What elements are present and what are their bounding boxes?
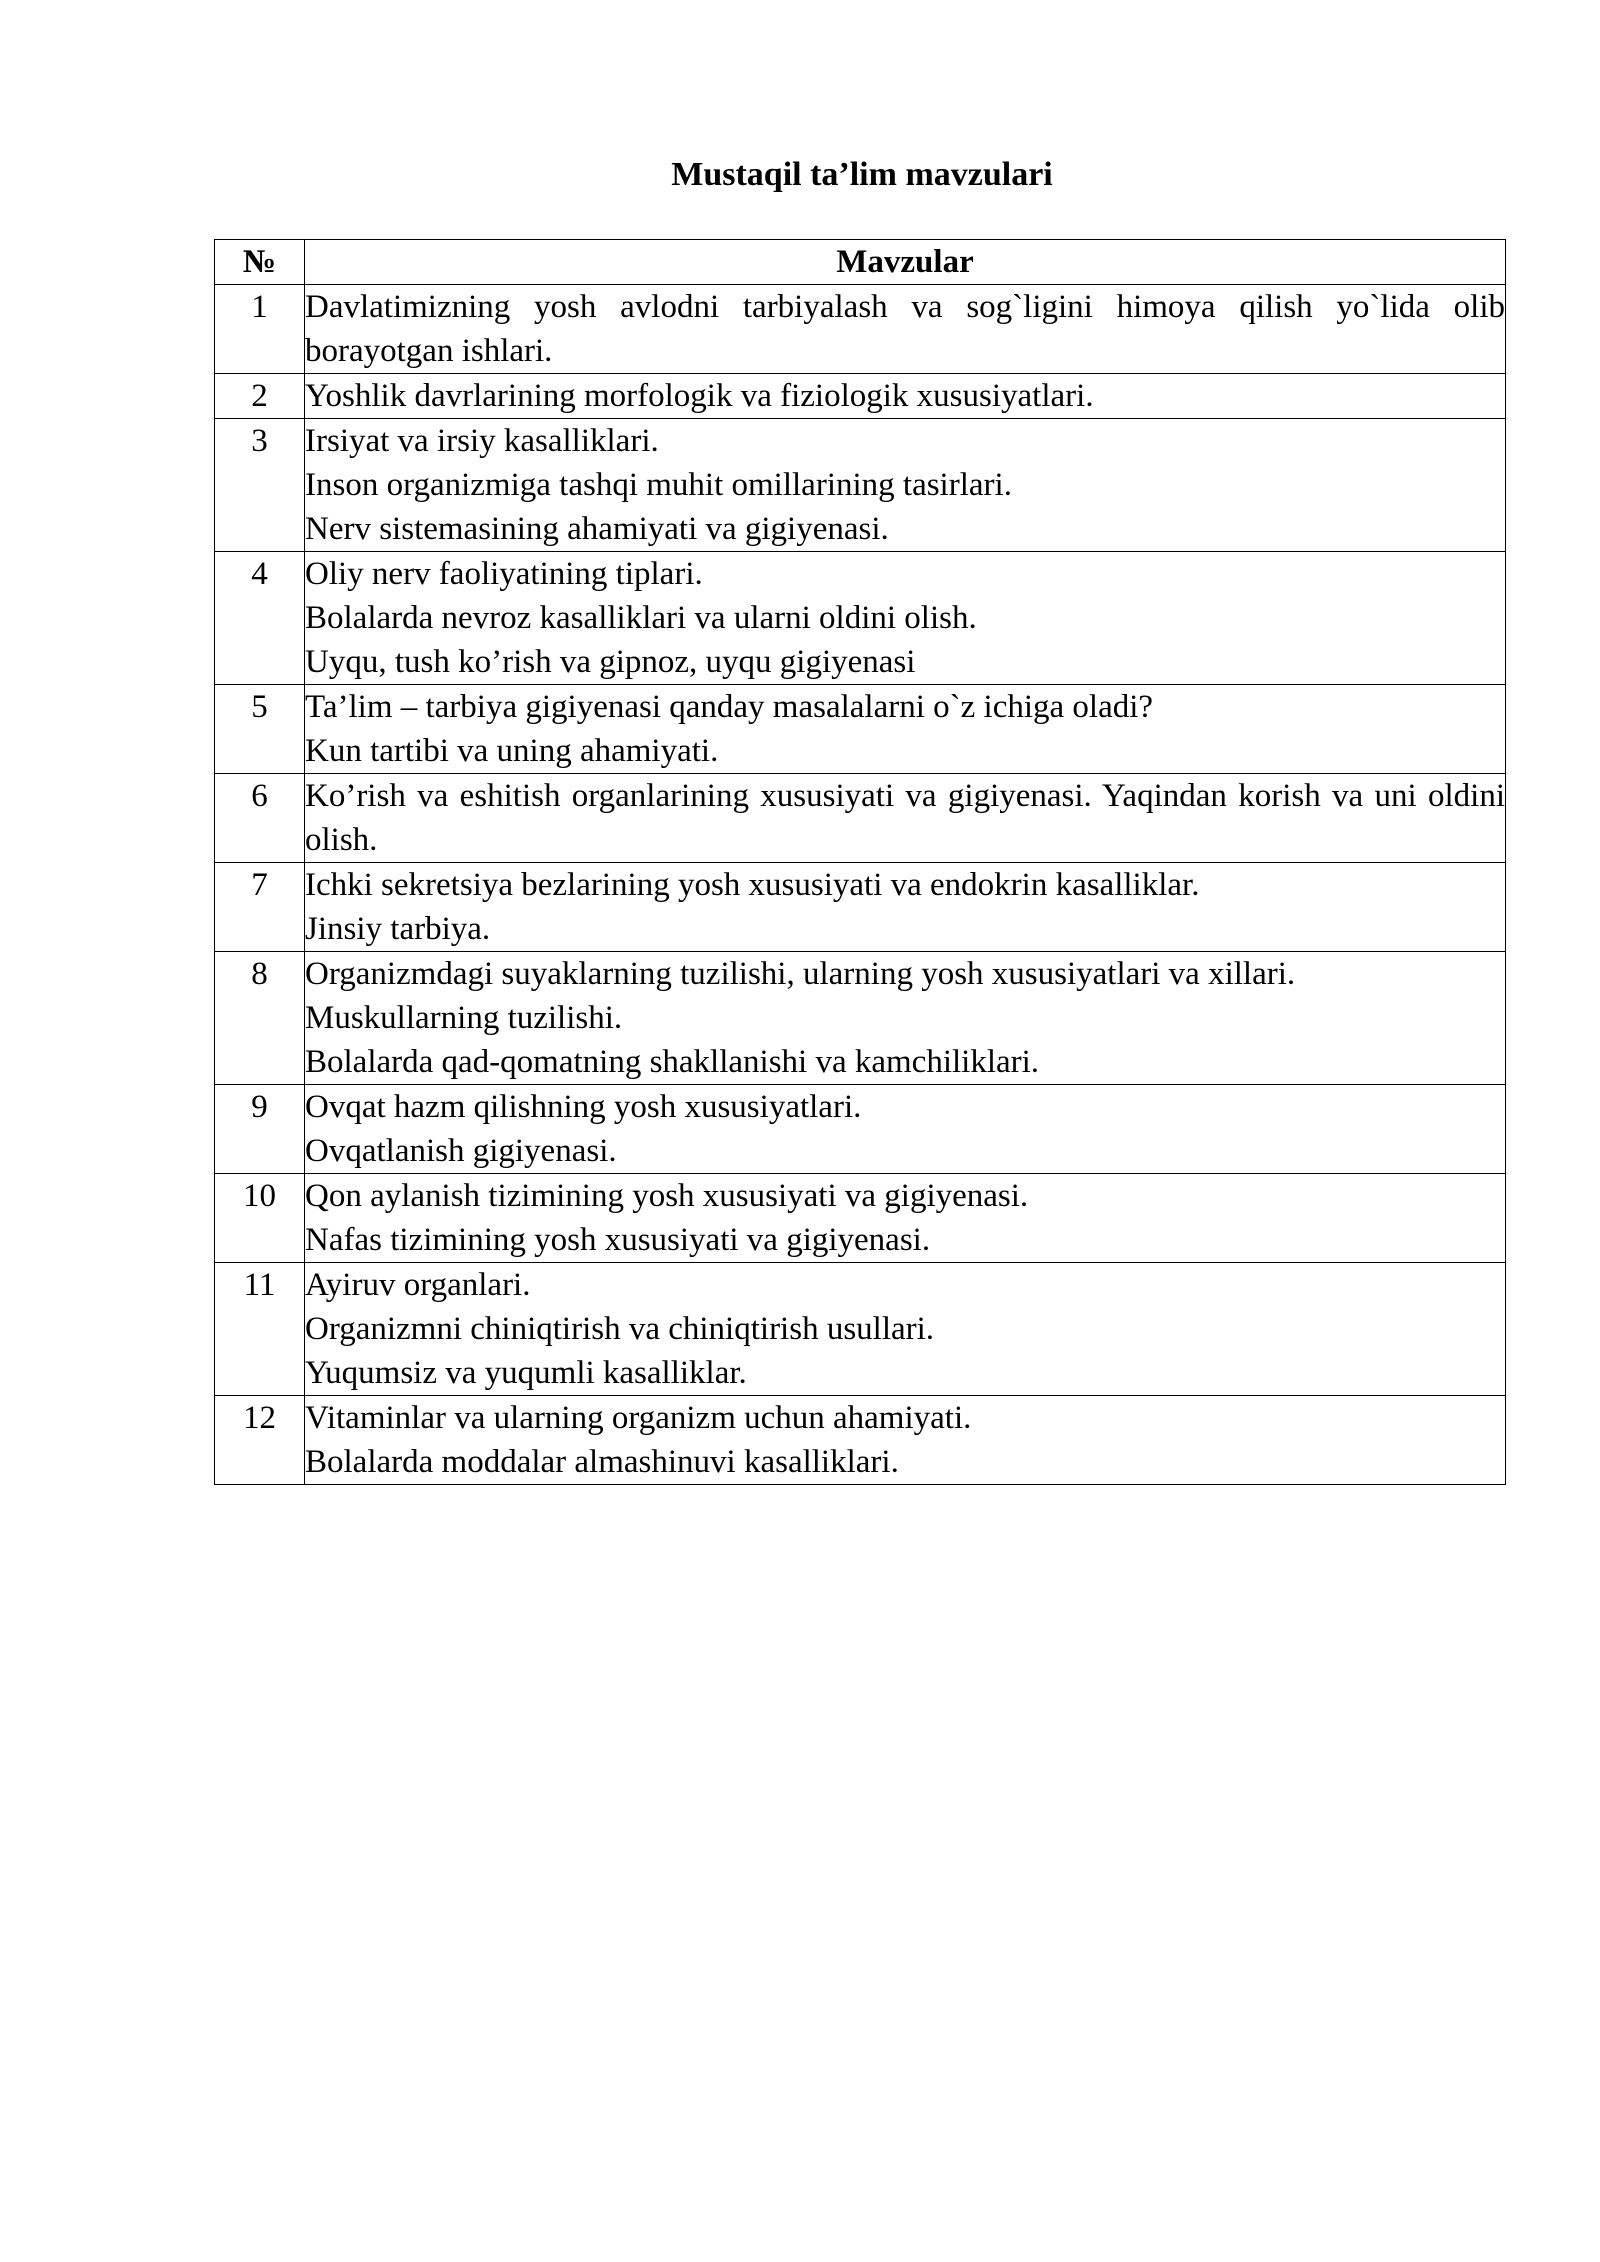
topic-line: Davlatimizning yosh avlodni tarbiyalash va sog`ligini himoya qilish yo`lida olib borayotgan ishlari. — [305, 289, 1505, 369]
table-row — [215, 1263, 1506, 1396]
header-number: № — [215, 240, 305, 285]
topic-line: Nafas tizimining yosh xususiyati va gigiyenasi. — [305, 1222, 931, 1258]
row-topics — [305, 1263, 1506, 1396]
table-row — [215, 685, 1506, 774]
row-number: 8 — [215, 952, 305, 1085]
table-row — [215, 863, 1506, 952]
row-number: 9 — [215, 1085, 305, 1174]
topic-line: Vitaminlar va ularning organizm uchun ahamiyati. — [305, 1400, 972, 1436]
header-topics: Mavzular — [305, 240, 1506, 285]
topic-line: Yoshlik davrlarining morfologik va fiziologik xususiyatlari. — [305, 378, 1094, 414]
row-topics — [305, 552, 1506, 685]
row-number: 7 — [215, 863, 305, 952]
row-number: 6 — [215, 774, 305, 863]
row-number: 10 — [215, 1174, 305, 1263]
row-number: 2 — [215, 374, 305, 419]
row-topics — [305, 952, 1506, 1085]
table-row — [215, 285, 1506, 374]
topic-line: Jinsiy tarbiya. — [305, 911, 491, 947]
row-topics — [305, 774, 1506, 863]
row-number: 4 — [215, 552, 305, 685]
row-number: 3 — [215, 419, 305, 552]
topic-line: Ayiruv organlari. — [305, 1267, 531, 1303]
table-row — [215, 1174, 1506, 1263]
row-number: 5 — [215, 685, 305, 774]
row-topics — [305, 863, 1506, 952]
topic-line: Ovqatlanish gigiyenasi. — [305, 1133, 617, 1169]
row-topics — [305, 1396, 1506, 1485]
row-topics — [305, 374, 1506, 419]
topic-line: Bolalarda qad-qomatning shakllanishi va kamchiliklari. — [305, 1044, 1040, 1080]
topic-line: Inson organizmiga tashqi muhit omillarining tasirlari. — [305, 467, 1012, 503]
topic-line: Ichki sekretsiya bezlarining yosh xususiyati va endokrin kasalliklar. — [305, 867, 1200, 903]
page-title: Mustaqil ta’lim mavzulari — [671, 156, 1053, 193]
topic-line: Ko’rish va eshitish organlarining xususiyati va gigiyenasi. Yaqindan korish va uni oldini olish. — [305, 778, 1505, 858]
row-topics — [305, 285, 1506, 374]
table-row — [215, 774, 1506, 863]
row-number: 1 — [215, 285, 305, 374]
topic-line: Ovqat hazm qilishning yosh xususiyatlari. — [305, 1089, 862, 1125]
row-topics — [305, 1174, 1506, 1263]
topic-line: Oliy nerv faoliyatining tiplari. — [305, 556, 703, 592]
row-topics — [305, 419, 1506, 552]
topic-line: Muskullarning tuzilishi. — [305, 1000, 623, 1036]
topic-line: Kun tartibi va uning ahamiyati. — [305, 733, 719, 769]
table-row — [215, 1085, 1506, 1174]
topic-line: Organizmni chiniqtirish va chiniqtirish usullari. — [305, 1311, 935, 1347]
topics-table — [214, 239, 1506, 1485]
topic-line: Bolalarda moddalar almashinuvi kasalliklari. — [305, 1444, 899, 1480]
topic-line: Ta’lim – tarbiya gigiyenasi qanday masalalarni o`z ichiga oladi? — [305, 689, 1154, 725]
topic-line: Bolalarda nevroz kasalliklari va ularni oldini olish. — [305, 600, 977, 636]
topic-line: Qon aylanish tizimining yosh xususiyati va gigiyenasi. — [305, 1178, 1029, 1214]
topic-line: Nerv sistemasining ahamiyati va gigiyenasi. — [305, 511, 889, 547]
topic-line: Irsiyat va irsiy kasalliklari. — [305, 423, 659, 459]
row-topics — [305, 1085, 1506, 1174]
table-row — [215, 419, 1506, 552]
table-row — [215, 952, 1506, 1085]
table-row — [215, 374, 1506, 419]
row-topics — [305, 685, 1506, 774]
table-body — [215, 285, 1506, 1485]
row-number: 12 — [215, 1396, 305, 1485]
table-header-row — [215, 240, 1506, 285]
table-row — [215, 1396, 1506, 1485]
topic-line: Uyqu, tush ko’rish va gipnoz, uyqu gigiyenasi — [305, 644, 916, 680]
topic-line: Yuqumsiz va yuqumli kasalliklar. — [305, 1355, 747, 1391]
topic-line: Organizmdagi suyaklarning tuzilishi, ularning yosh xususiyatlari va xillari. — [305, 956, 1296, 992]
table-row — [215, 552, 1506, 685]
row-number: 11 — [215, 1263, 305, 1396]
